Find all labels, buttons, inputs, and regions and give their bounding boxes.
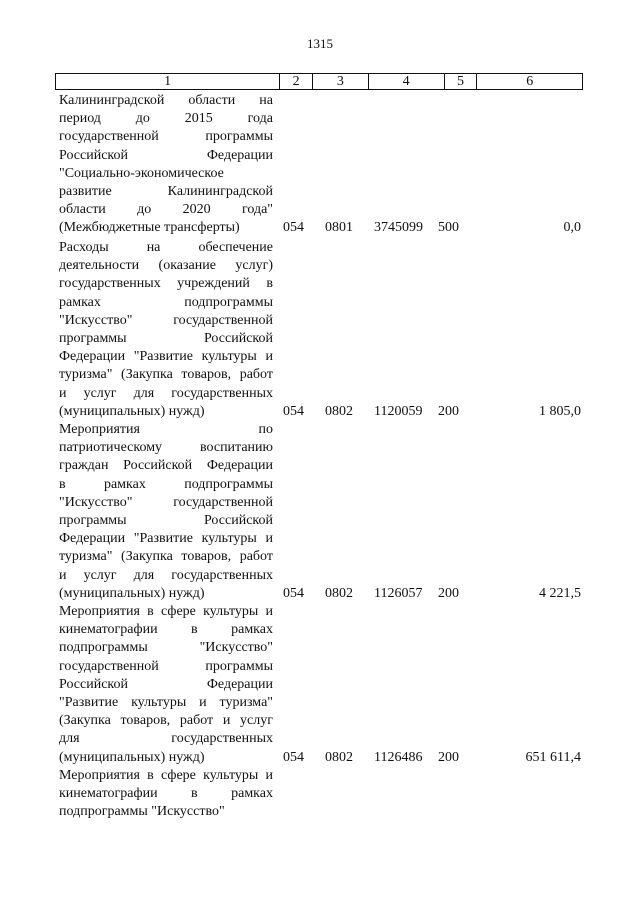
description-line: подпрограммы "Искусство": [59, 640, 273, 656]
description-line: Федерации "Развитие культуры и: [59, 531, 273, 547]
description-line: кинематографии в рамках: [59, 786, 273, 802]
column-header-1: 1: [56, 74, 280, 89]
expense-type-code: 200: [438, 585, 459, 601]
description-line: в рамках подпрограммы: [59, 476, 273, 492]
description-line: кинематографии в рамках: [59, 622, 273, 638]
description-line: Мероприятия в сфере культуры и: [59, 768, 273, 783]
row-description: [59, 603, 273, 767]
ministry-code: 054: [283, 220, 304, 236]
description-line: подпрограммы "Искусство": [59, 804, 225, 820]
amount-value: 651 611,4: [525, 749, 581, 765]
expense-type-code: 200: [438, 403, 459, 419]
description-line: период до 2015 года: [59, 111, 273, 127]
target-article-code: 1120059: [374, 403, 423, 419]
description-line: программы Российской: [59, 513, 273, 529]
target-article-code: 1126486: [374, 749, 423, 765]
description-line: для государственных: [59, 731, 273, 747]
column-header-2: 2: [280, 74, 313, 89]
description-line: (муниципальных) нужд): [59, 403, 205, 419]
description-line: деятельности (оказание услуг): [59, 258, 273, 274]
target-article-code: 1126057: [374, 585, 423, 601]
description-line: рамках подпрограммы: [59, 294, 273, 310]
description-line: Российской Федерации: [59, 147, 273, 163]
description-line: Российской Федерации: [59, 676, 273, 692]
description-line: "Социально-экономическое: [59, 165, 224, 181]
description-line: и услуг для государственных: [59, 385, 273, 401]
row-description: [59, 92, 273, 238]
section-code: 0802: [325, 585, 353, 601]
description-line: Мероприятия в сфере культуры и: [59, 604, 273, 619]
description-line: патриотическому воспитанию: [59, 440, 273, 456]
column-header-5: 5: [445, 74, 478, 89]
description-line: "Развитие культуры и туризма": [59, 695, 273, 711]
description-line: и услуг для государственных: [59, 567, 273, 583]
description-line: туризма" (Закупка товаров, работ: [59, 549, 273, 565]
description-line: государственной программы: [59, 658, 273, 674]
description-line: "Искусство" государственной: [59, 312, 273, 328]
column-header-3: 3: [313, 74, 369, 89]
table-header: [55, 73, 583, 90]
description-line: граждан Российской Федерации: [59, 458, 273, 474]
description-line: "Искусство" государственной: [59, 494, 273, 510]
target-article-code: 3745099: [374, 220, 423, 236]
expense-type-code: 500: [438, 220, 459, 236]
ministry-code: 054: [283, 403, 304, 419]
description-line: (муниципальных) нужд): [59, 585, 205, 601]
description-line: государственных учреждений в: [59, 276, 273, 292]
description-line: программы Российской: [59, 331, 273, 347]
row-description: [59, 239, 273, 421]
expense-type-code: 200: [438, 749, 459, 765]
ministry-code: 054: [283, 585, 304, 601]
ministry-code: 054: [283, 749, 304, 765]
section-code: 0802: [325, 749, 353, 765]
description-line: Расходы на обеспечение: [59, 240, 273, 255]
amount-value: 1 805,0: [539, 403, 581, 419]
section-code: 0801: [325, 220, 353, 236]
description-line: развитие Калининградской: [59, 184, 273, 200]
description-line: (Закупка товаров, работ и услуг: [59, 713, 273, 729]
description-line: Федерации "Развитие культуры и: [59, 349, 273, 365]
description-line: (Межбюджетные трансферты): [59, 220, 240, 236]
amount-value: 0,0: [563, 220, 581, 236]
description-line: (муниципальных) нужд): [59, 749, 205, 765]
row-description: [59, 767, 273, 822]
description-line: области до 2020 года": [59, 202, 273, 218]
description-line: Калининградской области на: [59, 93, 273, 108]
description-line: Мероприятия по: [59, 422, 273, 437]
amount-value: 4 221,5: [539, 585, 581, 601]
section-code: 0802: [325, 403, 353, 419]
page-number: 1315: [307, 36, 333, 51]
row-description: [59, 421, 273, 603]
column-header-6: 6: [526, 74, 534, 89]
description-line: государственной программы: [59, 129, 273, 145]
description-line: туризма" (Закупка товаров, работ: [59, 367, 273, 383]
column-header-4: 4: [369, 74, 445, 89]
